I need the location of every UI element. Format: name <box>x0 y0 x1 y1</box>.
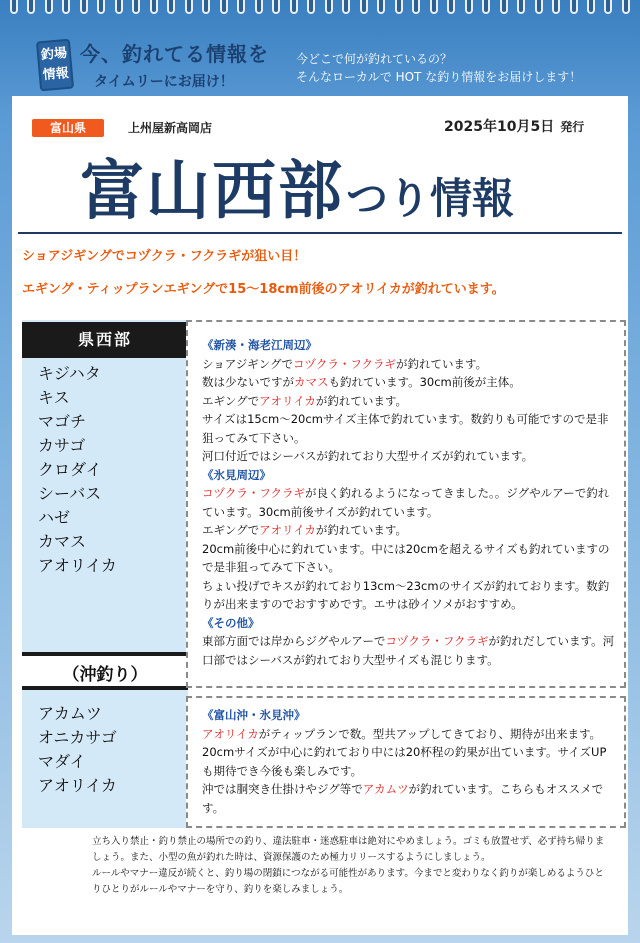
binder-ring <box>587 0 595 14</box>
report-line: 20cm前後中心に釣れています。中には20cmを超えるサイズも釣れていますので是非狙ってみて下さい。 <box>202 541 610 574</box>
fish-item: キス <box>38 388 70 407</box>
fish-item: オニカサゴ <box>38 728 117 747</box>
shop-name: 上州屋新高岡店 <box>128 121 213 135</box>
binder-ring <box>447 0 455 14</box>
binder-ring <box>482 0 490 14</box>
text-span: アカムツ <box>362 782 409 796</box>
binder-ring <box>10 0 18 14</box>
binder-ring <box>430 0 438 14</box>
binder-ring <box>115 0 123 14</box>
report-line: 河口付近ではシーバスが釣れており大型サイズが釣れています。 <box>202 449 534 463</box>
fish-item: アオリイカ <box>38 556 117 575</box>
badge-line1: 釣場 <box>40 45 68 64</box>
section-title-okizuri: （沖釣り） <box>22 652 188 690</box>
report-box-shore <box>186 320 626 688</box>
fish-item: ハゼ <box>38 508 71 527</box>
text-span: が釣れています。 <box>396 356 488 371</box>
slogan <box>80 38 269 91</box>
headline-2: エギング・ティップランエギングで15～18cm前後のアオリイカが釣れています。 <box>22 282 505 297</box>
report-box-offshore <box>186 696 626 828</box>
tagline <box>296 50 581 86</box>
title-main: 富山西部 <box>80 155 344 229</box>
fish-item: カサゴ <box>38 436 86 455</box>
binder-ring <box>132 0 140 14</box>
issue-date <box>444 117 584 137</box>
text-span: コヅクラ・フクラギ <box>292 356 397 371</box>
title-sub: つり情報 <box>346 174 515 223</box>
title-divider <box>18 232 622 234</box>
binder-ring <box>150 0 158 14</box>
binder-ring <box>570 0 578 14</box>
text-span: がティップランで数。型共アップしてきており、期待が出来ます。20cmサイズが中心に釣れており中には20杯程の釣果が出ています。サイズUPも期待でき今後も楽しみです。 <box>202 726 607 778</box>
fish-item: シーバス <box>38 484 102 503</box>
report-line <box>202 632 616 669</box>
text-span: エギングで <box>202 523 260 537</box>
report-line <box>202 355 616 374</box>
text-span: コヅクラ・フクラギ <box>202 486 306 500</box>
binder-ring <box>185 0 193 14</box>
fish-item: カマス <box>38 532 87 551</box>
area-heading: 《新湊・海老江周辺》 <box>202 338 317 352</box>
headline-1: ショアジギングでコヅクラ・フクラギが狙い目！ <box>22 249 307 264</box>
text-span: が釣れています。 <box>315 393 407 408</box>
binder-ring <box>27 0 35 14</box>
text-span: が釣れています。 <box>315 523 407 537</box>
text-span: 東部方面では岸からジグやルアーで <box>202 634 386 648</box>
binder-ring <box>45 0 53 14</box>
binder-ring <box>465 0 473 14</box>
binder-ring <box>360 0 368 14</box>
area-heading: 《氷見周辺》 <box>202 467 271 482</box>
binder-ring <box>535 0 543 14</box>
fish-list-kenseibu <box>38 362 117 578</box>
fish-item: マダイ <box>38 752 86 771</box>
report-line <box>202 373 616 392</box>
binder-ring <box>97 0 105 14</box>
report-line <box>202 392 616 411</box>
binder-ring <box>272 0 280 14</box>
text-span: アオリイカ <box>259 393 316 408</box>
binder-ring <box>202 0 210 14</box>
report-line <box>202 725 616 781</box>
fish-item: アオリイカ <box>38 776 117 795</box>
manners-notice <box>92 834 612 898</box>
slogan-line1: 今、釣れてる情報を <box>80 42 269 66</box>
binder-ring <box>604 0 612 14</box>
tagline-line1: 今どこで何が釣れているの？ <box>296 52 453 66</box>
report-line: ちょい投げでキスが釣れており13cm～23cmのサイズが釣れております。数釣りが出来ますのでおすすめです。エサは砂イソメがおすすめ。 <box>202 578 610 611</box>
report-line <box>202 484 616 521</box>
tagline-line2: そんなローカルで HOT な釣り情報をお届けします！ <box>296 70 582 84</box>
text-span: カマス <box>294 375 329 389</box>
binder-ring <box>395 0 403 14</box>
text-span: 沖では胴突き仕掛けやジグ等で <box>202 782 363 796</box>
report-line <box>202 521 616 540</box>
binder-rings <box>10 0 630 14</box>
binder-ring <box>62 0 70 14</box>
prefecture-tag: 富山県 <box>32 119 104 137</box>
text-span: コヅクラ・フクラギ <box>385 634 489 648</box>
fish-item: アカムツ <box>38 704 102 723</box>
binder-ring <box>307 0 315 14</box>
binder-ring <box>80 0 88 14</box>
binder-ring <box>552 0 560 14</box>
fish-item: キジハタ <box>38 364 101 383</box>
text-span: 数は少ないですが <box>202 375 294 389</box>
notice-line: ルールやマナー違反が続くと、釣り場の閉鎖につながる可能性があります。今までと変わりなく釣りが楽しめるようひとりひとりがルールやマナーを守り、釣りを楽しみましょう。 <box>92 868 604 895</box>
area-heading: 《その他》 <box>202 615 260 630</box>
binder-ring <box>290 0 298 14</box>
binder-ring <box>500 0 508 14</box>
section-title-kenseibu: 県西部 <box>22 322 188 358</box>
fish-list-okizuri <box>38 702 117 798</box>
text-span: エギングで <box>202 393 260 408</box>
text-span: が釣れだしています。河口部ではシーバスが釣れており大型サイズも混じります。 <box>202 634 615 667</box>
binder-ring <box>517 0 525 14</box>
text-span: ショアジギングで <box>202 356 293 371</box>
binder-ring <box>167 0 175 14</box>
text-span: アオリイカ <box>202 726 259 741</box>
binder-ring <box>377 0 385 14</box>
report-line <box>202 780 616 817</box>
binder-ring <box>237 0 245 14</box>
badge-line2: 情報 <box>42 65 70 84</box>
binder-ring <box>412 0 420 14</box>
text-span: も釣れています。30cm前後が主体。 <box>328 375 521 389</box>
text-span: が釣れています。こちらもオススメです。 <box>202 782 604 815</box>
binder-ring <box>325 0 333 14</box>
slogan-line2: タイムリーにお届け！ <box>94 74 234 90</box>
notice-line: 立ち入り禁止・釣り禁止の場所での釣り、違法駐車・迷惑駐車は絶対にやめましょう。ゴミも放置せず、必ず持ち帰りましょう。また、小型の魚が釣れた時は、資源保護のため極力リリースするようにしましょう。 <box>92 836 605 863</box>
fish-item: クロダイ <box>38 460 102 479</box>
area-heading: 《富山沖・氷見沖》 <box>202 708 306 722</box>
binder-ring <box>342 0 350 14</box>
binder-ring <box>220 0 228 14</box>
info-badge <box>36 39 74 92</box>
issue-label: 発行 <box>560 120 585 134</box>
page-title <box>80 140 514 232</box>
binder-ring <box>622 0 630 14</box>
text-span: が良く釣れるようになってきました。。ジグやルアーで釣れています。30cm前後サイズが釣れています。 <box>202 486 610 519</box>
text-span: アオリイカ <box>259 523 316 537</box>
date-text: 2025年10月5日 <box>444 119 555 135</box>
fish-item: マゴチ <box>38 412 87 431</box>
report-line: サイズは15cm～20cmサイズ主体で釣れています。数釣りも可能ですので是非狙ってみて下さい。 <box>202 412 609 445</box>
binder-ring <box>255 0 263 14</box>
